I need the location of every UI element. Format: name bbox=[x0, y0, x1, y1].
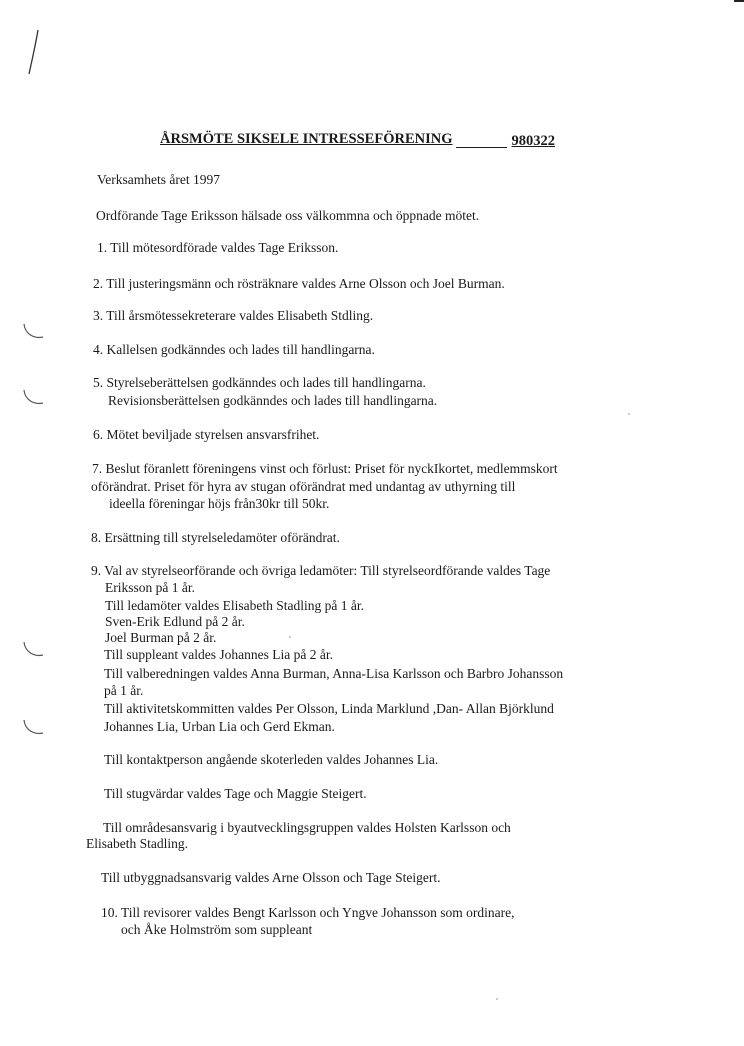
text-line: 10. Till revisorer valdes Bengt Karlsson och Yngve Johansson som ordinare, bbox=[101, 905, 515, 920]
text-line: oförändrat. Priset för hyra av stugan oförändrat med undantag av uthyrning till bbox=[91, 479, 516, 494]
text-line: Johannes Lia, Urban Lia och Gerd Ekman. bbox=[104, 719, 335, 734]
text-line: Eriksson på 1 år. bbox=[105, 580, 195, 595]
scan-speck bbox=[289, 636, 291, 638]
text-line: Till kontaktperson angående skoterleden valdes Johannes Lia. bbox=[104, 752, 439, 767]
pen-stroke-mark bbox=[26, 28, 42, 78]
text-line: 4. Kallelsen godkänndes och lades till handlingarna. bbox=[93, 342, 375, 357]
punch-hole-mark bbox=[22, 718, 46, 738]
punch-hole-mark bbox=[22, 640, 46, 660]
text-line: 9. Val av styrelseorförande och övriga ledamöter: Till styrelseordförande valdes Tage bbox=[91, 563, 551, 578]
text-line: 5. Styrelseberättelsen godkänndes och lades till handlingarna. bbox=[93, 375, 426, 390]
text-line: ideella föreningar höjs från30kr till 50kr. bbox=[109, 496, 330, 511]
text-line: Ordförande Tage Eriksson hälsade oss välkommna och öppnade mötet. bbox=[96, 208, 480, 223]
text-line: 3. Till årsmötessekreterare valdes Elisabeth Stdling. bbox=[93, 308, 374, 323]
document-title bbox=[160, 131, 555, 148]
text-line: 6. Mötet beviljade styrelsen ansvarsfrihet. bbox=[93, 427, 320, 442]
text-line: Verksamhets året 1997 bbox=[97, 172, 220, 187]
scan-speck bbox=[496, 998, 498, 1000]
corner-mark bbox=[734, 0, 744, 2]
text-line: Elisabeth Stadling. bbox=[86, 836, 188, 851]
text-line: Till suppleant valdes Johannes Lia på 2 år. bbox=[104, 647, 333, 662]
text-line: Sven-Erik Edlund på 2 år. bbox=[105, 614, 245, 629]
text-line: 8. Ersättning till styrelseledamöter oförändrat. bbox=[91, 530, 340, 545]
title-underline bbox=[456, 147, 507, 148]
text-line: Till stugvärdar valdes Tage och Maggie Steigert. bbox=[104, 786, 367, 801]
punch-hole-mark bbox=[22, 322, 46, 342]
text-line: och Åke Holmström som suppleant bbox=[121, 922, 313, 937]
text-line: Joel Burman på 2 år. bbox=[105, 630, 217, 645]
text-line: på 1 år. bbox=[104, 683, 144, 698]
title-date: 980322 bbox=[511, 133, 555, 149]
text-line: Till valberedningen valdes Anna Burman, Anna-Lisa Karlsson och Barbro Johansson bbox=[104, 666, 564, 681]
text-line: 1. Till mötesordförade valdes Tage Eriksson. bbox=[97, 240, 339, 255]
text-line: Till aktivitetskommitten valdes Per Olsson, Linda Marklund ,Dan- Allan Björklund bbox=[104, 701, 554, 716]
scan-speck bbox=[628, 413, 630, 415]
text-line: Till ledamöter valdes Elisabeth Stadling på 1 år. bbox=[105, 598, 364, 613]
text-line: Till områdesansvarig i byautvecklingsgruppen valdes Holsten Karlsson och bbox=[103, 820, 511, 835]
punch-hole-mark bbox=[22, 388, 46, 408]
text-line: Till utbyggnadsansvarig valdes Arne Olsson och Tage Steigert. bbox=[101, 870, 441, 885]
title-heading: ÅRSMÖTE SIKSELE INTRESSEFÖRENING bbox=[160, 131, 453, 147]
text-line: 2. Till justeringsmänn och rösträknare valdes Arne Olsson och Joel Burman. bbox=[93, 276, 505, 291]
text-line: 7. Beslut föranlett föreningens vinst och förlust: Priset för nyckIkortet, medlemmskort bbox=[92, 461, 558, 476]
text-line: Revisionsberättelsen godkänndes och lades till handlingarna. bbox=[108, 393, 438, 408]
